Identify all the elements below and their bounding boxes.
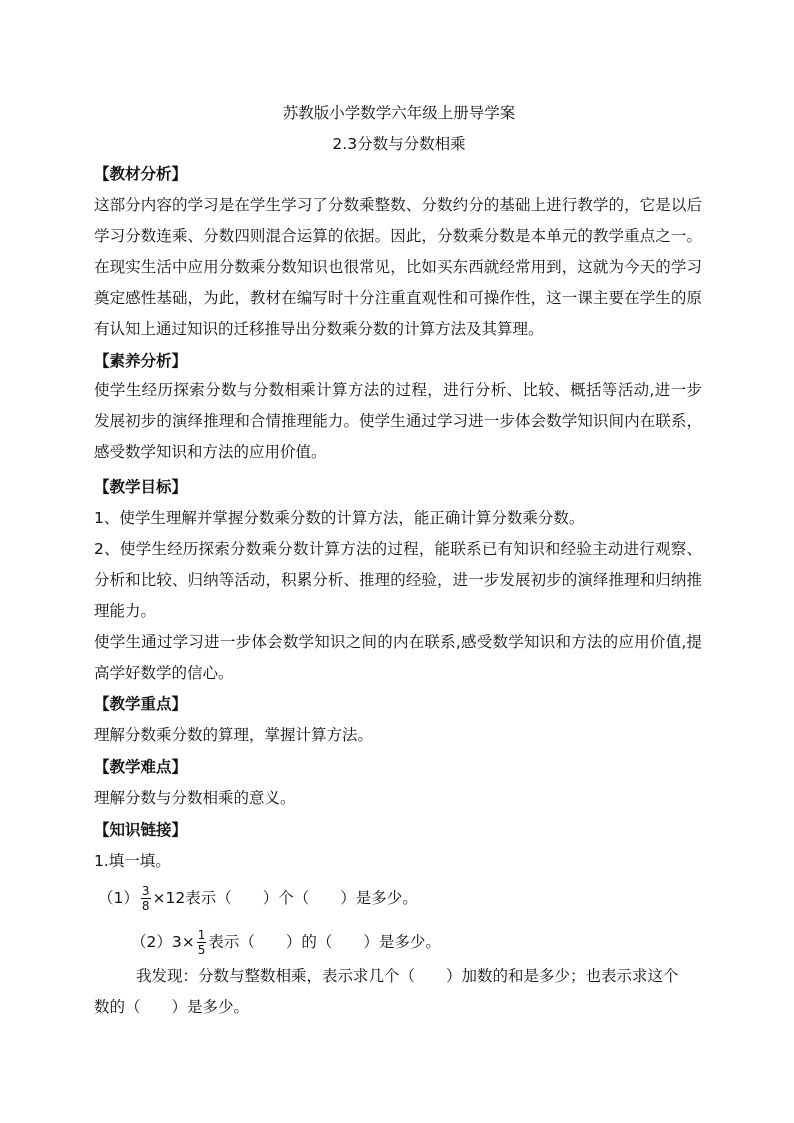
heading-teaching-goals: 【教学目标】: [94, 478, 188, 496]
question-1-2-prefix: （2）3×: [131, 933, 195, 951]
question-1-2-text: 表示（ ）的（ ）是多少。: [208, 933, 441, 951]
question-1-2: [131, 928, 441, 957]
literacy-analysis-text: 使学生经历探索分数与分数相乘计算方法的过程，进行分析、比较、概括等活动,进一步发展初步的演绎推理和合情推理能力。使学生通过学习进一步体会数学知识间内在联系，感受数学知识和方法的应用价值。: [94, 381, 702, 461]
teaching-goal-item-3: 使学生通过学习进一步体会数学知识之间的内在联系,感受数学知识和方法的应用价值,提高学好数学的信心。: [94, 633, 702, 682]
fraction-numerator: 3: [141, 884, 150, 898]
fraction-denominator: 5: [197, 943, 206, 957]
heading-knowledge-link: 【知识链接】: [94, 821, 188, 839]
document-title: 苏教版小学数学六年级上册导学案: [282, 104, 516, 122]
fraction-denominator: 8: [141, 899, 150, 913]
key-points-text: 理解分数乘分数的算理，掌握计算方法。: [94, 726, 374, 744]
question-1-1-text: ×12表示（ ）个（ ）是多少。: [152, 889, 418, 907]
finding-line-1: 我发现：分数与整数相乘，表示求几个（ ）加数的和是多少；也表示求这个: [136, 967, 679, 985]
textbook-analysis-text: 这部分内容的学习是在学生学习了分数乘整数、分数约分的基础上进行教学的，它是以后学习分数连乘、分数四则混合运算的依据。因此，分数乘分数是本单元的教学重点之一。在现实生活中应用分数乘分数知识也很常见，比如买东西就经常用到，这就为今天的学习奠定感性基础，为此，教材在编写时十分注重直观性和可操作性，这一课主要在学生的原有认知上通过知识的迁移推导出分数乘分数的计算方法及其算理。: [94, 196, 702, 338]
lesson-subtitle: 2.3分数与分数相乘: [332, 135, 466, 153]
question-1-label: 1.填一填。: [94, 852, 171, 870]
finding-line-2: 数的（ ）是多少。: [94, 998, 250, 1016]
teaching-goal-item-1: 1、使学生理解并掌握分数乘分数的计算方法，能正确计算分数乘分数。: [94, 509, 585, 527]
fraction-1-5: [197, 928, 207, 957]
heading-literacy-analysis: 【素养分析】: [94, 352, 188, 370]
heading-textbook-analysis: 【教材分析】: [94, 165, 188, 183]
teaching-goal-item-2: 2、使学生经历探索分数乘分数计算方法的过程，能联系已有知识和经验主动进行观察、分析和比较、归纳等活动，积累分析、推理的经验，进一步发展初步的演绎推理和归纳推理能力。: [94, 540, 702, 620]
fraction-numerator: 1: [197, 928, 206, 942]
question-1-1: [98, 884, 418, 913]
heading-key-points: 【教学重点】: [94, 695, 188, 713]
fraction-3-8: [141, 884, 151, 913]
heading-difficult-points: 【教学难点】: [94, 758, 188, 776]
difficult-points-text: 理解分数与分数相乘的意义。: [94, 789, 296, 807]
question-1-1-prefix: （1）: [98, 889, 139, 907]
